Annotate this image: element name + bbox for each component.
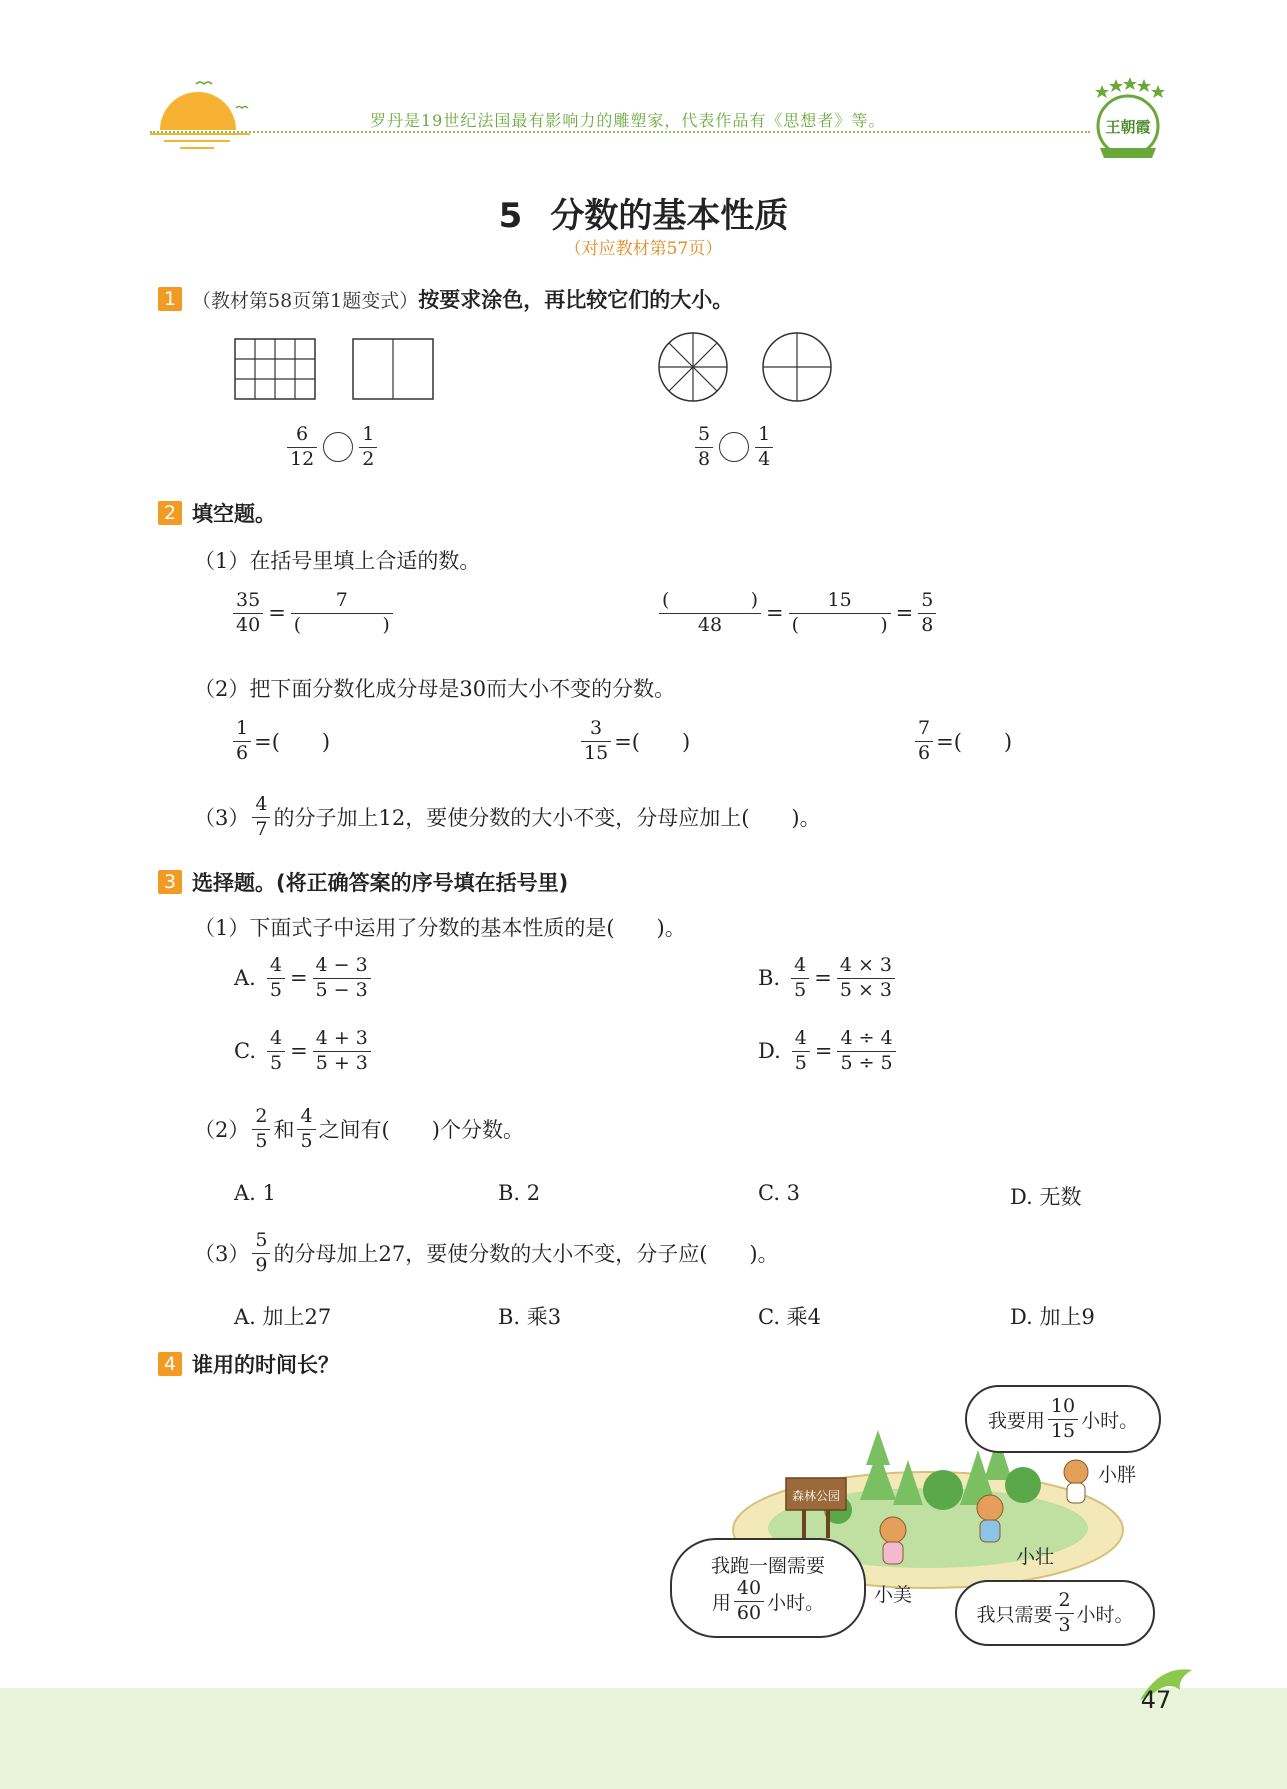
lesson-title: 5 分数的基本性质 (498, 196, 789, 236)
choice-option-d[interactable]: D. $\frac{4}{5}$ = $\frac{4 \div 4}{5 \div 5}$ (758, 1028, 899, 1075)
q2-convert-item: $\frac{7}{6}$ =( ) (912, 718, 1012, 765)
character-name: 小美 (874, 1584, 913, 1606)
speech-bubble-xiaomei: 我跑一圈需要 用 $\frac{40}{60}$ 小时。 (670, 1538, 866, 1638)
svg-text:王朝霞: 王朝霞 (1105, 118, 1151, 136)
speech-bubble-xiaozhuang: 我只需要 $\frac{2}{3}$ 小时。 (955, 1580, 1155, 1646)
compare-circle-blank[interactable] (719, 432, 749, 462)
answer-blank[interactable]: =( ) (936, 730, 1013, 755)
character-name: 小壮 (1016, 1546, 1055, 1568)
answer-blank[interactable]: =( ) (254, 730, 331, 755)
answer-blank[interactable]: =( ) (614, 730, 691, 755)
choice-option-a[interactable]: A. $\frac{4}{5}$ = $\frac{4 - 3}{5 - 3}$ (234, 955, 374, 1002)
choice-option[interactable]: B. 2 (498, 1181, 541, 1205)
q3-part3: （3） $\frac{5}{9}$ 的分母加上27，要使分数的大小不变，分子应( )。 (194, 1229, 779, 1276)
choice-option[interactable]: C. 3 (758, 1181, 801, 1205)
compare-left: $\frac{6}{12}$ $\frac{1}{2}$ (284, 424, 380, 471)
compare-right: $\frac{5}{8}$ $\frac{1}{4}$ (692, 424, 776, 471)
grid-2-halves (352, 338, 434, 400)
grid-12-squares (234, 338, 316, 400)
q2-part1-label: （1）在括号里填上合适的数。 (194, 549, 481, 573)
q2-part2-label: （2）把下面分数化成分母是30而大小不变的分数。 (194, 677, 676, 701)
circle-4-parts (761, 331, 833, 403)
footer-band (0, 1688, 1287, 1789)
q3-part2: （2） $\frac{2}{5}$ 和 $\frac{4}{5}$ 之间有( )个分数。 (194, 1105, 524, 1152)
q2-convert-item: $\frac{1}{6}$ =( ) (230, 718, 330, 765)
q2-convert-item: $\frac{3}{15}$ =( ) (578, 718, 690, 765)
q2-equation-1: $\frac{35}{40}$ = 7 ( ) (230, 590, 396, 637)
speech-bubble-xiaopang: 我要用 $\frac{10}{15}$ 小时。 (965, 1385, 1161, 1453)
choice-option[interactable]: A. 1 (234, 1181, 276, 1205)
q2-part3: （3） $\frac{4}{7}$ 的分子加上12，要使分数的大小不变，分母应加上( )。 (194, 793, 821, 840)
answer-blank[interactable]: ( ) (291, 613, 393, 637)
question-2-header: 2 填空题。 (158, 498, 276, 528)
answer-blank[interactable]: ( ) (789, 613, 891, 637)
lesson-subtitle: （对应教材第57页） (564, 239, 723, 259)
answer-blank[interactable]: ( ) (662, 589, 758, 611)
choice-option-b[interactable]: B. $\frac{4}{5}$ = $\frac{4 \times 3}{5 \times 3}$ (758, 955, 898, 1002)
compare-circle-blank[interactable] (323, 432, 353, 462)
q2-equation-2: ( ) 48 = 15 ( ) = $\frac{5}{8}$ (656, 590, 939, 637)
choice-option[interactable]: D. 加上9 (1010, 1305, 1095, 1329)
brand-logo (1086, 76, 1170, 162)
page-number: 47 (1140, 1686, 1172, 1714)
question-4-header: 4 谁用的时间长？ (158, 1349, 339, 1379)
choice-option[interactable]: B. 乘3 (498, 1305, 562, 1329)
choice-option[interactable]: A. 加上27 (234, 1305, 332, 1329)
choice-option-c[interactable]: C. $\frac{4}{5}$ = $\frac{4 + 3}{5 + 3}$ (234, 1028, 374, 1075)
question-number-badge: 4 (158, 1352, 182, 1376)
question-3-header: 3 选择题。(将正确答案的序号填在括号里) (158, 867, 568, 897)
question-number-badge: 1 (158, 287, 182, 311)
question-1-header: 1 （教材第58页第1题变式） 按要求涂色，再比较它们的大小。 (158, 284, 733, 314)
header-divider (150, 131, 1090, 133)
circle-8-parts (657, 331, 729, 403)
question-number-badge: 2 (158, 501, 182, 525)
header-motto: 罗丹是19世纪法国最有影响力的雕塑家，代表作品有《思想者》等。 (370, 111, 886, 130)
choice-option[interactable]: C. 乘4 (758, 1305, 822, 1329)
character-name: 小胖 (1098, 1464, 1137, 1486)
sunset-decoration (150, 78, 260, 150)
svg-text:森林公园: 森林公园 (791, 1489, 841, 1503)
question-number-badge: 3 (158, 870, 182, 894)
choice-option[interactable]: D. 无数 (1010, 1185, 1082, 1209)
q3-part1-label: （1）下面式子中运用了分数的基本性质的是( )。 (194, 916, 686, 940)
